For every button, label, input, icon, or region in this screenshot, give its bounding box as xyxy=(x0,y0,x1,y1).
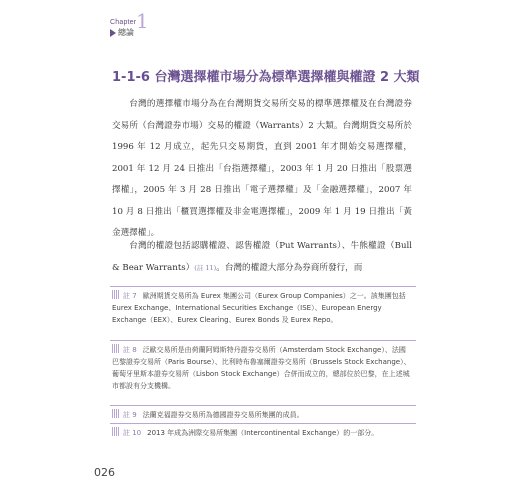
footnote-8 xyxy=(112,344,412,392)
paragraph-2-text-after: 。台灣的權證大部分為券商所發行，而 xyxy=(216,262,363,273)
section-title: 1-1-6 台灣選擇權市場分為標準選擇權與權證 2 大類 xyxy=(112,70,420,85)
body-paragraph-2 xyxy=(112,236,412,279)
footnote-marker-icon xyxy=(112,427,120,436)
page-number: 026 xyxy=(94,466,115,479)
footnote-text: 歐洲期貨交易所為 Eurex 集團公司（Eurex Group Companies）之一。該集團包括 Eurex Exchange、International Securities Exchange（ISE）、European Energy Exchange（EEX）、Eurex Clearing、Eurex Bonds 及 Eurex Repo。 xyxy=(112,292,406,324)
footnote-divider xyxy=(110,286,416,287)
footnote-number: 註 7 xyxy=(123,292,137,300)
footnote-divider xyxy=(110,340,416,341)
chapter-number: 1 xyxy=(136,9,149,33)
body-paragraph-1 xyxy=(112,94,412,245)
footnote-7 xyxy=(112,290,412,326)
chapter-arrow-icon xyxy=(110,29,116,37)
footnote-number: 註 9 xyxy=(123,411,137,419)
footnote-marker-icon xyxy=(112,409,120,418)
footnote-marker-icon xyxy=(112,344,120,353)
chapter-label: 總論 xyxy=(118,28,134,37)
footnote-number: 註 10 xyxy=(123,429,142,437)
footnote-text: 泛歐交易所是由荷蘭阿姆斯特丹證券交易所（Amsterdam Stock Exchange）、法國巴黎證券交易所（Paris Bourse）、比利時布魯塞爾證券交易所（Brussels Stock Exchange）、葡萄牙里斯本證券交易所（Lisbon Stock Exchange）合併而成立的，總部位於巴黎，在上述城市都設有分支機構。 xyxy=(112,346,411,390)
chapter-word: Chapter xyxy=(110,19,137,26)
footnote-10 xyxy=(112,427,412,439)
footnote-divider xyxy=(110,423,416,424)
footnote-marker-icon xyxy=(112,290,120,299)
paragraph-1-text: 台灣的選擇權市場分為在台灣期貨交易所交易的標準選擇權及在台灣證券交易所（台灣證券市場）交易的權證（Warrants）2 大類。台灣期貨交易所於 1996 年 12 月成立，起先只交易期貨，直到 2001 年才開始交易選擇權，2001 年 12 月 24 日推出「台指選擇權」，2003 年 1 月 20 日推出「股票選擇權」，2005 年 3 月 28 日推出「電子選擇權」及「金融選擇權」，2007 年 10 月 8 日推出「櫃買選擇權及非金電選擇權」，2009 年 1 月 19 日推出「黃金選擇權」。 xyxy=(112,99,412,238)
paragraph-2-text-before: 台灣的權證包括認購權證、認售權證（Put Warrants）、牛熊權證（Bull & Bear Warrants） xyxy=(112,241,412,273)
footnote-ref-11: (註 11) xyxy=(194,263,217,272)
footnote-9 xyxy=(112,409,412,421)
footnote-text: 2013 年成為洲際交易所集團（Intercontinental Exchange）的一部分。 xyxy=(147,429,379,437)
footnote-divider xyxy=(110,405,416,406)
footnote-text: 法蘭克福證券交易所為德國證券交易所集團的成員。 xyxy=(142,411,304,419)
footnote-number: 註 8 xyxy=(123,346,137,354)
